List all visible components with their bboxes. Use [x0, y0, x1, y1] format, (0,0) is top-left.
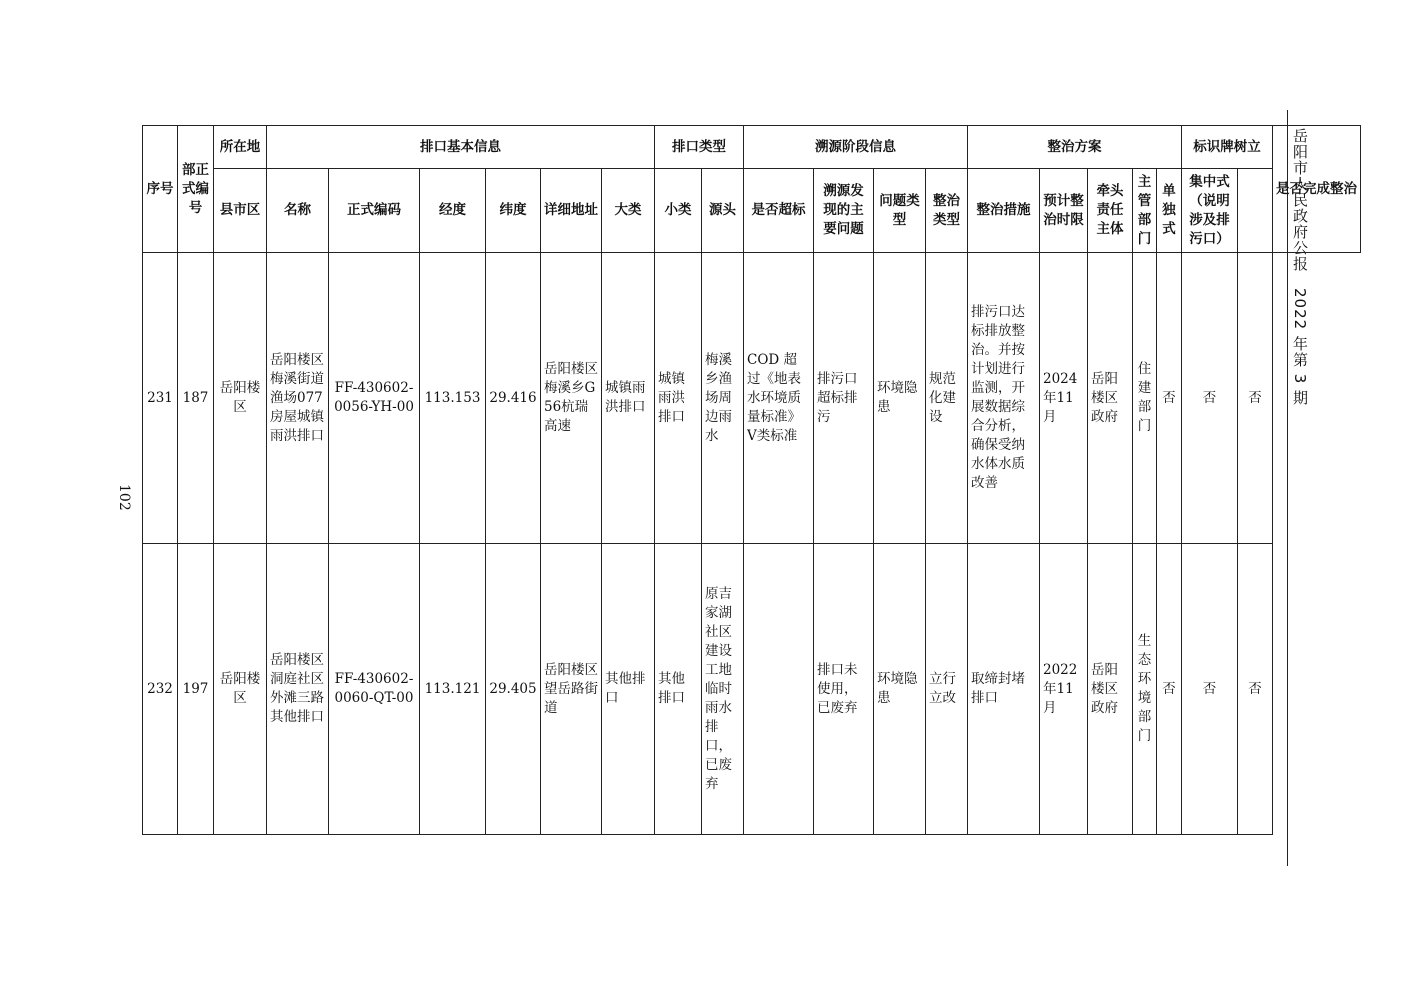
header-plan: 整治方案 [968, 126, 1182, 169]
cell-problem: 排口未使用，已废弃 [814, 544, 874, 835]
cell-lng: 113.121 [420, 544, 486, 835]
page-number: 102 [116, 484, 132, 511]
header-dept-code: 部正式编号 [178, 126, 214, 253]
header-problem: 溯源发现的主要问题 [814, 169, 874, 253]
header-code: 正式编码 [329, 169, 420, 253]
cell-county: 岳阳楼区 [214, 253, 267, 544]
cell-major: 其他排口 [602, 544, 655, 835]
header-minor: 小类 [655, 169, 702, 253]
cell-dept-code: 197 [178, 544, 214, 835]
cell-lng: 113.153 [420, 253, 486, 544]
cell-major: 城镇雨洪排口 [602, 253, 655, 544]
header-single: 单独式 [1157, 169, 1182, 253]
cell-dept-code: 187 [178, 253, 214, 544]
cell-single: 否 [1157, 544, 1182, 835]
cell-county: 岳阳楼区 [214, 544, 267, 835]
header-fix-type: 整治类型 [926, 169, 968, 253]
cell-authority: 生态环境部门 [1133, 544, 1157, 835]
cell-issue-type: 环境隐患 [874, 253, 926, 544]
header-deadline: 预计整治时限 [1040, 169, 1088, 253]
header-issue-type: 问题类型 [874, 169, 926, 253]
cell-measures: 取缔封堵排口 [968, 544, 1040, 835]
table-row [143, 544, 1361, 835]
cell-minor: 其他排口 [655, 544, 702, 835]
header-lng: 经度 [420, 169, 486, 253]
cell-minor: 城镇雨洪排口 [655, 253, 702, 544]
cell-done: 否 [1238, 253, 1273, 544]
cell-issue-type: 环境隐患 [874, 544, 926, 835]
cell-exceed: COD 超过《地表水环境质量标准》V类标准 [744, 253, 814, 544]
header-lat: 纬度 [486, 169, 541, 253]
header-trace: 溯源阶段信息 [744, 126, 968, 169]
header-major: 大类 [602, 169, 655, 253]
header-measures: 整治措施 [968, 169, 1040, 253]
header-outlet-type: 排口类型 [655, 126, 744, 169]
header-location: 所在地 [214, 126, 267, 169]
header-row-1 [143, 126, 1361, 169]
cell-lead: 岳阳楼区政府 [1088, 544, 1133, 835]
cell-code: FF-430602-0056-YH-00 [329, 253, 420, 544]
running-header: 岳阳市人民政府公报 2022 年第 3 期 [1291, 128, 1309, 407]
cell-done: 否 [1238, 544, 1273, 835]
header-authority: 主管部门 [1133, 169, 1157, 253]
header-seq: 序号 [143, 126, 178, 253]
cell-exceed [744, 544, 814, 835]
header-county: 县市区 [214, 169, 267, 253]
header-row-2 [143, 169, 1361, 253]
cell-lat: 29.416 [486, 253, 541, 544]
cell-fix-type: 立行立改 [926, 544, 968, 835]
outlet-table [142, 125, 1361, 835]
cell-central: 否 [1182, 544, 1238, 835]
table-row [143, 253, 1361, 544]
cell-source: 梅溪乡渔场周边雨水 [702, 253, 744, 544]
header-source: 源头 [702, 169, 744, 253]
cell-central: 否 [1182, 253, 1238, 544]
header-lead: 牵头责任主体 [1088, 169, 1133, 253]
cell-seq: 231 [143, 253, 178, 544]
cell-name: 岳阳楼区梅溪街道渔场077房屋城镇雨洪排口 [267, 253, 329, 544]
header-outlet-info: 排口基本信息 [267, 126, 655, 169]
header-exceed: 是否超标 [744, 169, 814, 253]
cell-lead: 岳阳楼区政府 [1088, 253, 1133, 544]
header-addr: 详细地址 [541, 169, 602, 253]
cell-deadline: 2024年11月 [1040, 253, 1088, 544]
cell-single: 否 [1157, 253, 1182, 544]
cell-seq: 232 [143, 544, 178, 835]
cell-source: 原吉家湖社区建设工地临时雨水排口，已废弃 [702, 544, 744, 835]
cell-authority: 住建部门 [1133, 253, 1157, 544]
cell-code: FF-430602-0060-QT-00 [329, 544, 420, 835]
header-name: 名称 [267, 169, 329, 253]
cell-problem: 排污口超标排污 [814, 253, 874, 544]
header-sign: 标识牌树立 [1182, 126, 1273, 169]
cell-addr: 岳阳楼区望岳路街道 [541, 544, 602, 835]
cell-measures: 排污口达标排放整治。并按计划进行监测，开展数据综合分析，确保受纳水体水质改善 [968, 253, 1040, 544]
cell-lat: 29.405 [486, 544, 541, 835]
header-central: 集中式（说明涉及排污口） [1182, 169, 1238, 253]
cell-deadline: 2022年11月 [1040, 544, 1088, 835]
cell-addr: 岳阳楼区梅溪乡G56杭瑞高速 [541, 253, 602, 544]
header-done: 是否完成整治 [1273, 126, 1361, 253]
cell-fix-type: 规范化建设 [926, 253, 968, 544]
cell-name: 岳阳楼区洞庭社区外滩三路其他排口 [267, 544, 329, 835]
